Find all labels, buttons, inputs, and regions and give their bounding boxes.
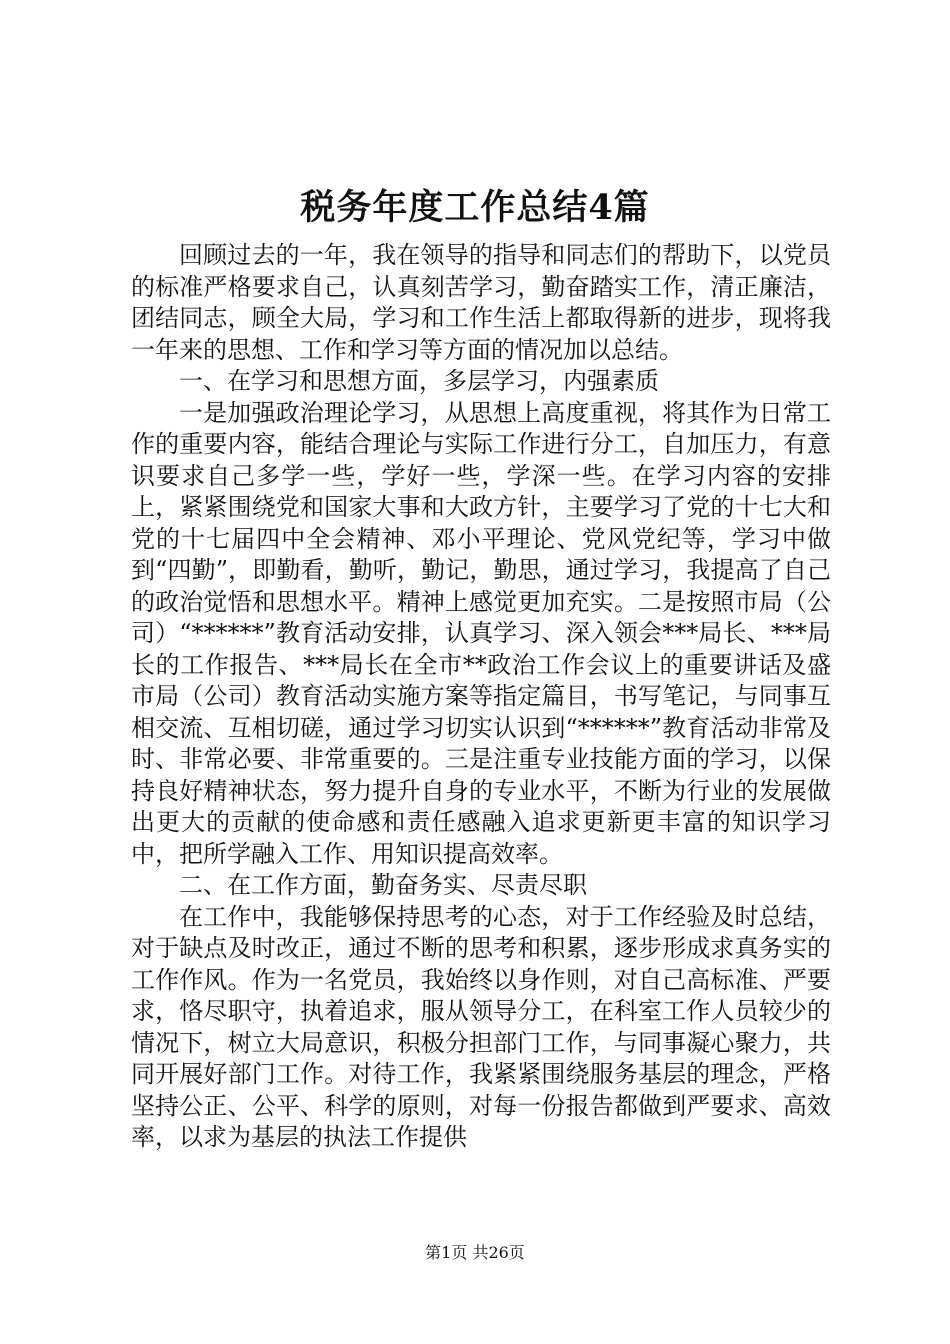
intro-paragraph: 回顾过去的一年，我在领导的指导和同志们的帮助下，以党员的标准严格要求自己，认真刻苦学习，勤奋踏实工作，清正廉洁，团结同志，顾全大局，学习和工作生活上都取得新的进步，现将我一年来的思想、工作和学习等方面的情况加以总结。 — [131, 241, 831, 364]
work-paragraph: 在工作中，我能够保持思考的心态，对于工作经验及时总结，对于缺点及时改正，通过不断的思考和积累，逐步形成求真务实的工作作风。作为一名党员，我始终以身作则，对自己高标准、严要求，恪尽职守，执着追求，服从领导分工，在科室工作人员较少的情况下，树立大局意识，积极分担部门工作，与同事凝心聚力，共同开展好部门工作。对待工作，我紧紧围绕服务基层的理念，严格坚持公正、公平、科学的原则，对每一份报告都做到严要求、高效率，以求为基层的执法工作提供 — [131, 902, 831, 1151]
page-footer: 第1页 共26页 — [425, 1243, 525, 1262]
document-body — [131, 240, 831, 1154]
section-heading-work: 二、在工作方面，勤奋务实、尽责尽职 — [179, 871, 587, 899]
section-heading-study: 一、在学习和思想方面，多层学习，内强素质 — [179, 367, 659, 395]
study-paragraph: 一是加强政治理论学习，从思想上高度重视，将其作为日常工作的重要内容，能结合理论与实际工作进行分工，自加压力，有意识要求自己多学一些，学好一些，学深一些。在学习内容的安排上，紧紧围绕党和国家大事和大政方针，主要学习了党的十七大和党的十七届四中全会精神、邓小平理论、党风党纪等，学习中做到“四勤”，即勤看，勤听，勤记，勤思，通过学习，我提高了自己的政治觉悟和思想水平。精神上感觉更加充实。二是按照市局（公司）“******”教育活动安排，认真学习、深入领会***局长、***局长的工作报告、***局长在全市**政治工作会议上的重要讲话及盛市局（公司）教育活动实施方案等指定篇目，书写笔记，与同事互相交流、互相切磋，通过学习切实认识到“******”教育活动非常及时、非常必要、非常重要的。三是注重专业技能方面的学习，以保持良好精神状态，努力提升自身的专业水平，不断为行业的发展做出更大的贡献的使命感和责任感融入追求更新更丰富的知识学习中，把所学融入工作、用知识提高效率。 — [131, 398, 831, 868]
document-title: 税务年度工作总结4篇 — [300, 187, 650, 228]
